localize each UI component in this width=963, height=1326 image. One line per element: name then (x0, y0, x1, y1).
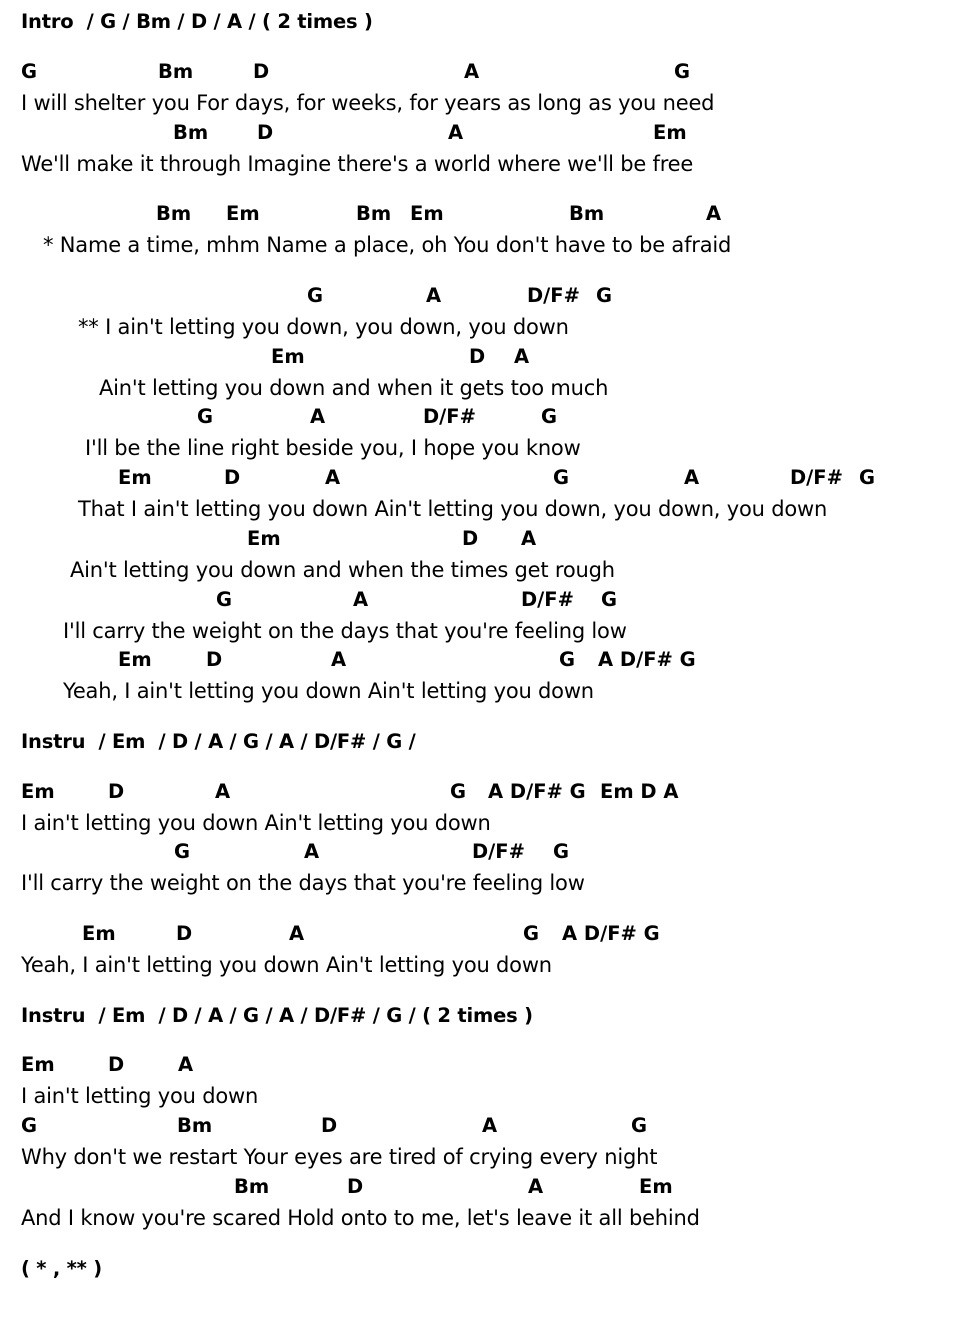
chord-row (0, 529, 963, 551)
chord-symbol: A (482, 1114, 498, 1137)
chord-symbol: A (304, 840, 320, 863)
chord-symbol: D (108, 1053, 125, 1076)
chord-symbol: Em (247, 527, 281, 550)
chord-row (0, 468, 963, 490)
chord-symbol: D (462, 527, 479, 550)
section-label: ( * , ** ) (21, 1257, 102, 1280)
lyric-line: ** I ain't letting you down, you down, you down (78, 315, 569, 339)
chord-symbol: Bm (177, 1114, 213, 1137)
chord-symbol: Em (226, 202, 260, 225)
chord-symbol: G (21, 60, 38, 83)
chord-symbol: G (523, 922, 540, 945)
chord-symbol: A (514, 345, 530, 368)
chord-symbol: A (331, 648, 347, 671)
chord-symbol: G (174, 840, 191, 863)
chord-symbol: A (353, 588, 369, 611)
lyric-line: I ain't letting you down Ain't letting you down (21, 811, 491, 835)
chord-symbol: G (859, 466, 876, 489)
chord-symbol: D (108, 780, 125, 803)
chord-symbol: A (684, 466, 700, 489)
lyric-line: And I know you're scared Hold onto to me, let's leave it all behind (21, 1206, 700, 1230)
chord-symbol: A (521, 527, 537, 550)
chord-symbol: A (178, 1053, 194, 1076)
chord-symbol: D/F# (527, 284, 580, 307)
chord-symbol: D/F# (423, 405, 476, 428)
chord-symbol: Bm (234, 1175, 270, 1198)
chord-row (0, 782, 963, 804)
chord-symbol: G (21, 1114, 38, 1137)
chord-row (0, 204, 963, 226)
chord-row (0, 123, 963, 145)
chord-symbol: Em (118, 648, 152, 671)
chord-symbol: G (307, 284, 324, 307)
chord-symbol: Em (82, 922, 116, 945)
chord-symbol: Em D A (600, 780, 679, 803)
lyric-line: I'll carry the weight on the days that you're feeling low (63, 619, 627, 643)
chord-symbol: D (469, 345, 486, 368)
chord-symbol: G (559, 648, 576, 671)
chord-symbol: D (176, 922, 193, 945)
lyric-line: I will shelter you For days, for weeks, for years as long as you need (21, 91, 715, 115)
chord-symbol: D/F# (790, 466, 843, 489)
chord-symbol: D (257, 121, 274, 144)
chord-symbol: Bm (569, 202, 605, 225)
lyric-line: Ain't letting you down and when the times get rough (70, 558, 615, 582)
lyric-line: I ain't letting you down (21, 1084, 259, 1108)
chord-symbol: Em (118, 466, 152, 489)
chord-symbol: A (215, 780, 231, 803)
chord-symbol: D (347, 1175, 364, 1198)
chord-symbol: A (464, 60, 480, 83)
chord-symbol: G (553, 840, 570, 863)
chord-symbol: A D/F# G (562, 922, 660, 945)
chord-symbol: D (224, 466, 241, 489)
chord-symbol: A D/F# G (598, 648, 696, 671)
section-label: Instru / Em / D / A / G / A / D/F# / G / ( 2 times ) (21, 1004, 533, 1027)
chord-symbol: A (528, 1175, 544, 1198)
chord-symbol: A (448, 121, 464, 144)
chord-row (0, 1055, 963, 1077)
chord-symbol: Bm (156, 202, 192, 225)
chord-row (0, 842, 963, 864)
chord-row (0, 1177, 963, 1199)
chord-symbol: D (321, 1114, 338, 1137)
lyric-line: I'll carry the weight on the days that you're feeling low (21, 871, 585, 895)
lyric-line: That I ain't letting you down Ain't letting you down, you down, you down (78, 497, 828, 521)
chord-symbol: A (289, 922, 305, 945)
chord-symbol: D/F# (472, 840, 525, 863)
chord-symbol: G (541, 405, 558, 428)
chord-symbol: Em (639, 1175, 673, 1198)
chord-symbol: Bm (356, 202, 392, 225)
chord-symbol: G (197, 405, 214, 428)
lyric-line: Ain't letting you down and when it gets too much (99, 376, 609, 400)
chord-symbol: A D/F# G (488, 780, 586, 803)
chord-row (0, 407, 963, 429)
chord-symbol: G (601, 588, 618, 611)
chord-symbol: Em (410, 202, 444, 225)
chord-row (0, 347, 963, 369)
lyric-line: We'll make it through Imagine there's a world where we'll be free (21, 152, 694, 176)
chord-symbol: Bm (173, 121, 209, 144)
chord-row (0, 1116, 963, 1138)
chord-symbol: G (631, 1114, 648, 1137)
chord-symbol: Em (21, 780, 55, 803)
chord-row (0, 590, 963, 612)
section-label: Instru / Em / D / A / G / A / D/F# / G / (21, 730, 416, 753)
section-label: Intro / G / Bm / D / A / ( 2 times ) (21, 10, 373, 33)
lyric-line: Yeah, I ain't letting you down Ain't letting you down (63, 679, 594, 703)
chord-symbol: D/F# (521, 588, 574, 611)
lyric-line: Yeah, I ain't letting you down Ain't letting you down (21, 953, 552, 977)
chord-symbol: A (310, 405, 326, 428)
lyric-line: Why don't we restart Your eyes are tired of crying every night (21, 1145, 658, 1169)
chord-symbol: A (426, 284, 442, 307)
chord-row (0, 62, 963, 84)
chord-symbol: D (206, 648, 223, 671)
chord-symbol: D (253, 60, 270, 83)
chord-symbol: Bm (158, 60, 194, 83)
chord-symbol: G (216, 588, 233, 611)
chord-symbol: G (596, 284, 613, 307)
chord-symbol: A (325, 466, 341, 489)
chord-row (0, 924, 963, 946)
lyric-line: * Name a time, mhm Name a place, oh You don't have to be afraid (43, 233, 732, 257)
chord-row (0, 286, 963, 308)
chord-symbol: G (553, 466, 570, 489)
chord-symbol: Em (21, 1053, 55, 1076)
lyric-line: I'll be the line right beside you, I hope you know (85, 436, 581, 460)
chord-symbol: Em (271, 345, 305, 368)
chord-symbol: Em (653, 121, 687, 144)
chord-symbol: A (706, 202, 722, 225)
chord-symbol: G (450, 780, 467, 803)
chord-row (0, 650, 963, 672)
chord-symbol: G (674, 60, 691, 83)
